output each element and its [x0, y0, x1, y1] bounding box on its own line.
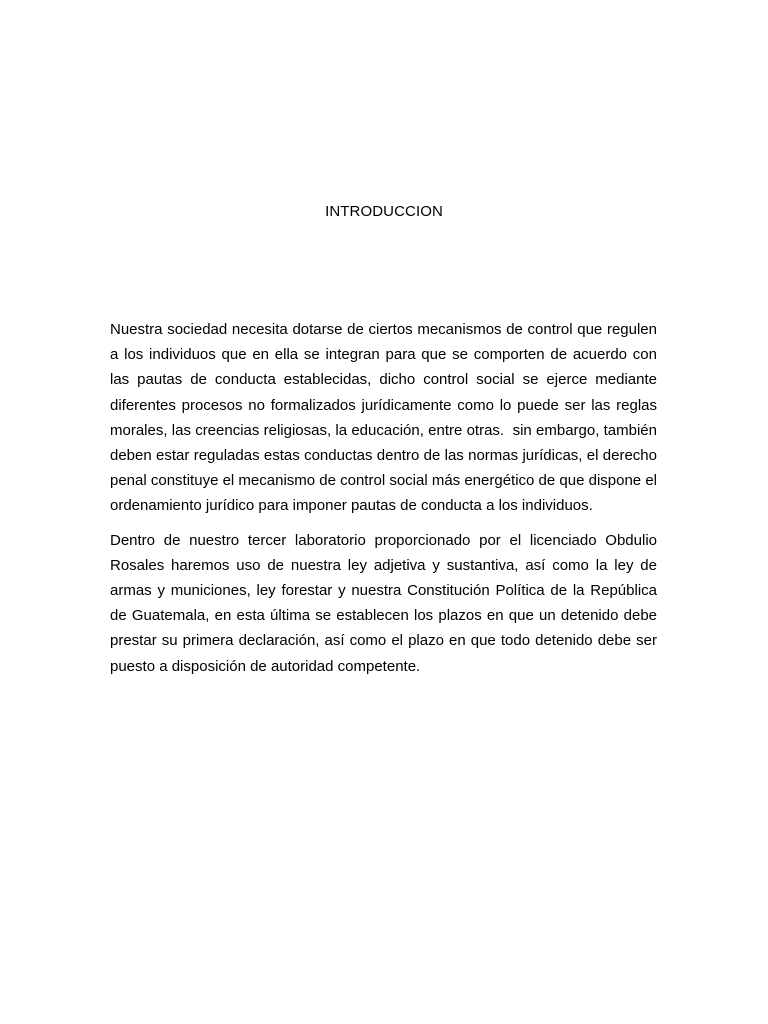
paragraph-1: Nuestra sociedad necesita dotarse de ciertos mecanismos de control que regulen a los individuos que en ella se integran para que se comporten de acuerdo con las pautas de conducta establecidas, dicho control social se ejerce mediante diferentes procesos no formalizados jurídicamente como lo puede ser las reglas morales, las creencias religiosas, la educación, entre otras. sin embargo, también deben estar reguladas estas conductas dentro de las normas jurídicas, el derecho penal constituye el mecanismo de control social más energético de que dispone el ordenamiento jurídico para imponer pautas de conducta a los individuos.	[110, 321, 662, 515]
document-body	[110, 317, 662, 688]
page-title: INTRODUCCION	[325, 203, 443, 220]
paragraph-2: Dentro de nuestro tercer laboratorio proporcionado por el licenciado Obdulio Rosales haremos uso de nuestra ley adjetiva y sustantiva, así como la ley de armas y municiones, ley forestar y nuestra Constitución Política de la República de Guatemala, en esta última se establecen los plazos en que un detenido debe prestar su primera declaración, así como el plazo en que todo detenido debe ser puesto a disposición de autoridad competente.	[110, 531, 662, 675]
